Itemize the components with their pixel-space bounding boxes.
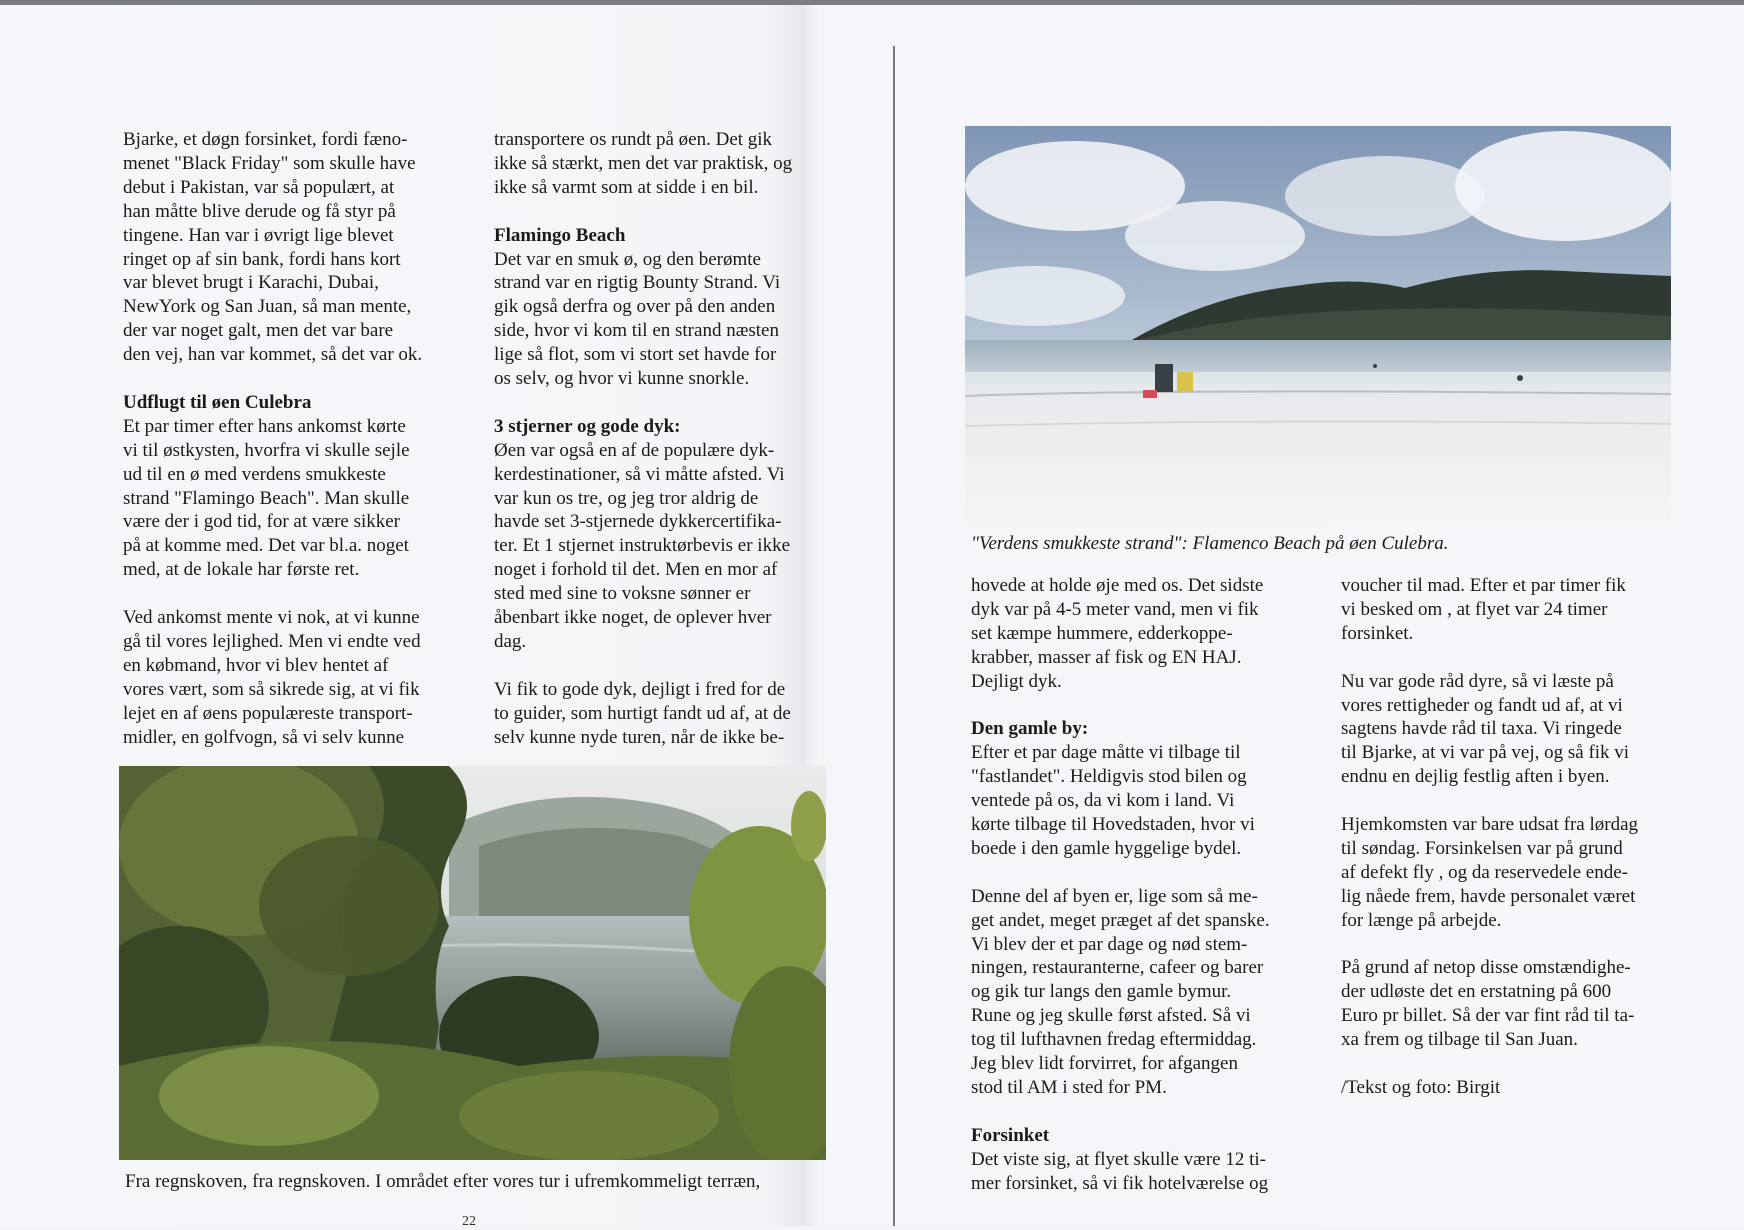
section-heading: Forsinket [971,1124,1050,1146]
text-line: være der i god tid, for at være sikker [123,511,401,533]
text-line: Nu var gode råd dyre, så vi læste på [1341,670,1614,692]
author-signature: /Tekst og foto: Birgit [1341,1076,1501,1098]
paragraph [971,741,1270,861]
right-column-2 [1341,574,1638,1100]
text-line: ventede på os, da vi kom i land. Vi [971,790,1235,812]
text-line: to guider, som hurtigt fandt ud af, at de [494,702,791,724]
beach-photo [965,126,1671,524]
text-line: ter. Et 1 stjernet instruktørbevis er ikke [494,535,791,557]
paragraph [123,128,422,367]
text-line: Det var en smuk ø, og den berømte [494,248,761,270]
text-line: stod til AM i sted for PM. [971,1077,1167,1098]
text-line: og gik tur langs den gamle bymur. [971,981,1232,1003]
text-line: sagtens havde råd til taxa. Vi ringede [1341,718,1622,740]
text-line: på at komme med. Det var bl.a. noget [123,535,409,557]
text-line: På grund af netop disse omstændighe- [1341,957,1631,979]
text-line: Denne del af byen er, lige som så me- [971,885,1258,907]
text-line: midler, en golfvogn, så vi selv kunne [123,726,405,748]
text-line: der udløste det en erstatning på 600 [1341,981,1612,1003]
text-line: Efter et par dage måtte vi tilbage til [971,742,1241,764]
text-line: kørte tilbage til Hovedstaden, hvor vi [971,814,1255,836]
section-heading: Flamingo Beach [494,224,626,246]
text-line: xa frem og tilbage til San Juan. [1341,1029,1578,1051]
text-line: ikke så stærkt, men det var praktisk, og [494,152,793,174]
text-line: noget i forhold til det. Men en mor af [494,559,778,581]
paragraph [1341,956,1638,1052]
text-line: til søndag. Forsinkelsen var på grund [1341,837,1623,859]
paragraph [971,1148,1270,1196]
text-line: strand "Flamingo Beach". Man skulle [123,487,410,509]
left-column-2 [494,128,792,750]
text-line: ud til en ø med verdens smukkeste [123,463,386,485]
text-line: gik også derfra og over på den anden [494,296,776,318]
paragraph [971,885,1270,1100]
text-line: han måtte blive derude og få styr på [123,200,396,222]
text-line: vi besked om , at flyet var 24 timer [1341,598,1608,620]
text-line: tog til lufthavnen fredag eftermiddag. [971,1029,1257,1051]
text-line: vores rettigheder og fandt ud af, at vi [1341,694,1623,716]
paragraph [1341,670,1638,790]
text-line: ningen, restauranterne, cafeer og barer [971,957,1264,979]
text-line: Et par timer efter hans ankomst kørte [123,415,406,437]
text-line: kerdestinationer, så vi måtte afsted. Vi [494,463,785,485]
text-line: get andet, meget præget af det spanske. [971,909,1270,931]
text-line: Bjarke, et døgn forsinket, fordi fæno- [123,129,408,150]
text-line: Ved ankomst mente vi nok, at vi kunne [123,607,420,629]
text-line: set kæmpe hummere, edderkoppe- [971,622,1233,644]
text-line: dyk var på 4-5 meter vand, men vi fik [971,598,1259,620]
left-column-1 [123,128,422,750]
text-line: Euro pr billet. Så der var fint råd til ta- [1341,1005,1635,1027]
paragraph [1341,574,1638,646]
paragraph [123,415,422,582]
paragraph [494,128,792,200]
text-line: lige så flot, som vi stort set havde for [494,344,777,366]
paragraph [123,606,422,749]
text-line: ringet op af sin bank, fordi hans kort [123,248,401,270]
text-line: vores vært, som så sikrede sig, at vi fik [123,678,420,700]
text-line: selv kunne nyde turen, når de ikke be- [494,726,785,748]
text-line: havde set 3-stjernede dykkercertifika- [494,511,782,533]
text-line: Vi blev der et par dage og nød stem- [971,933,1248,955]
right-column-1 [971,574,1270,1196]
text-line: der var noget galt, men det var bare [123,320,394,342]
text-line: var blevet brugt i Karachi, Dubai, [123,272,379,294]
text-line: Vi fik to gode dyk, dejligt i fred for de [494,678,786,700]
text-line: en købmand, hvor vi blev hentet af [123,654,389,676]
text-line: Dejligt dyk. [971,670,1062,692]
text-line: lejet en af øens populæreste transport- [123,702,413,724]
section-heading: Den gamle by: [971,718,1089,740]
paragraph [494,248,792,391]
text-line: ikke så varmt som at sidde i en bil. [494,176,759,198]
section-heading: Udflugt til øen Culebra [123,391,312,413]
paragraph [971,574,1270,694]
text-line: dag. [494,631,527,652]
text-line: vi til østkysten, hvorfra vi skulle sejle [123,439,410,461]
rainforest-photo-caption: Fra regnskoven, fra regnskoven. I området efter vores tur i ufremkommeligt terræn, [125,1171,761,1192]
text-line: strand var en rigtig Bounty Strand. Vi [494,272,781,294]
rainforest-photo [119,766,826,1160]
section-heading: 3 stjerner og gode dyk: [494,415,681,437]
text-line: den vej, han var kommet, så det var ok. [123,344,423,366]
text-line: for længe på arbejde. [1341,909,1502,931]
text-line: transportere os rundt på øen. Det gik [494,129,773,150]
text-line: NewYork og San Juan, så man mente, [123,296,412,318]
text-line: Jeg blev lidt forvirret, for afgangen [971,1053,1238,1075]
text-line: med, at de lokale har første ret. [123,559,360,581]
text-line: Rune og jeg skulle først afsted. Så vi [971,1005,1251,1027]
text-line: endnu en dejlig festlig aften i byen. [1341,766,1610,788]
page-fold [893,46,895,1226]
text-line: Hjemkomsten var bare udsat fra lørdag [1341,814,1639,836]
text-line: sted med sine to voksne sønner er [494,583,751,605]
paragraph [494,678,792,750]
text-line: var kun os tre, og jeg tror aldrig de [494,487,759,509]
text-line: voucher til mad. Efter et par timer fik [1341,575,1626,596]
beach-photo-caption: "Verdens smukkeste strand": Flamenco Beach på øen Culebra. [971,533,1449,554]
paragraph [1341,813,1638,933]
text-line: tingene. Han var i øvrigt lige blevet [123,224,394,246]
text-line: af defekt fly , og da reservedele ende- [1341,861,1628,883]
text-line: Øen var også en af de populære dyk- [494,439,775,461]
text-line: lig nåede frem, havde personalet været [1341,885,1636,907]
text-line: os selv, og hvor vi kunne snorkle. [494,368,750,390]
page-number: 22 [462,1214,476,1229]
text-line: gå til vores lejlighed. Men vi endte ved [123,631,421,652]
text-line: "fastlandet". Heldigvis stod bilen og [971,766,1247,788]
text-line: side, hvor vi kom til en strand næsten [494,320,779,342]
text-line: hovede at holde øje med os. Det sidste [971,575,1264,596]
text-line: åbenbart ikke noget, de oplever hver [494,607,772,629]
text-line: debut i Pakistan, var så populært, at [123,176,395,198]
paragraph [494,439,792,654]
text-line: forsinket. [1341,622,1414,644]
text-line: krabber, masser af fisk og EN HAJ. [971,646,1242,668]
text-line: menet "Black Friday" som skulle have [123,152,416,174]
text-line: boede i den gamle hyggelige bydel. [971,837,1242,859]
text-line: til Bjarke, at vi var på vej, og så fik vi [1341,742,1630,764]
text-line: mer forsinket, så vi fik hotelværelse og [971,1172,1269,1194]
text-line: Det viste sig, at flyet skulle være 12 ti- [971,1148,1266,1170]
